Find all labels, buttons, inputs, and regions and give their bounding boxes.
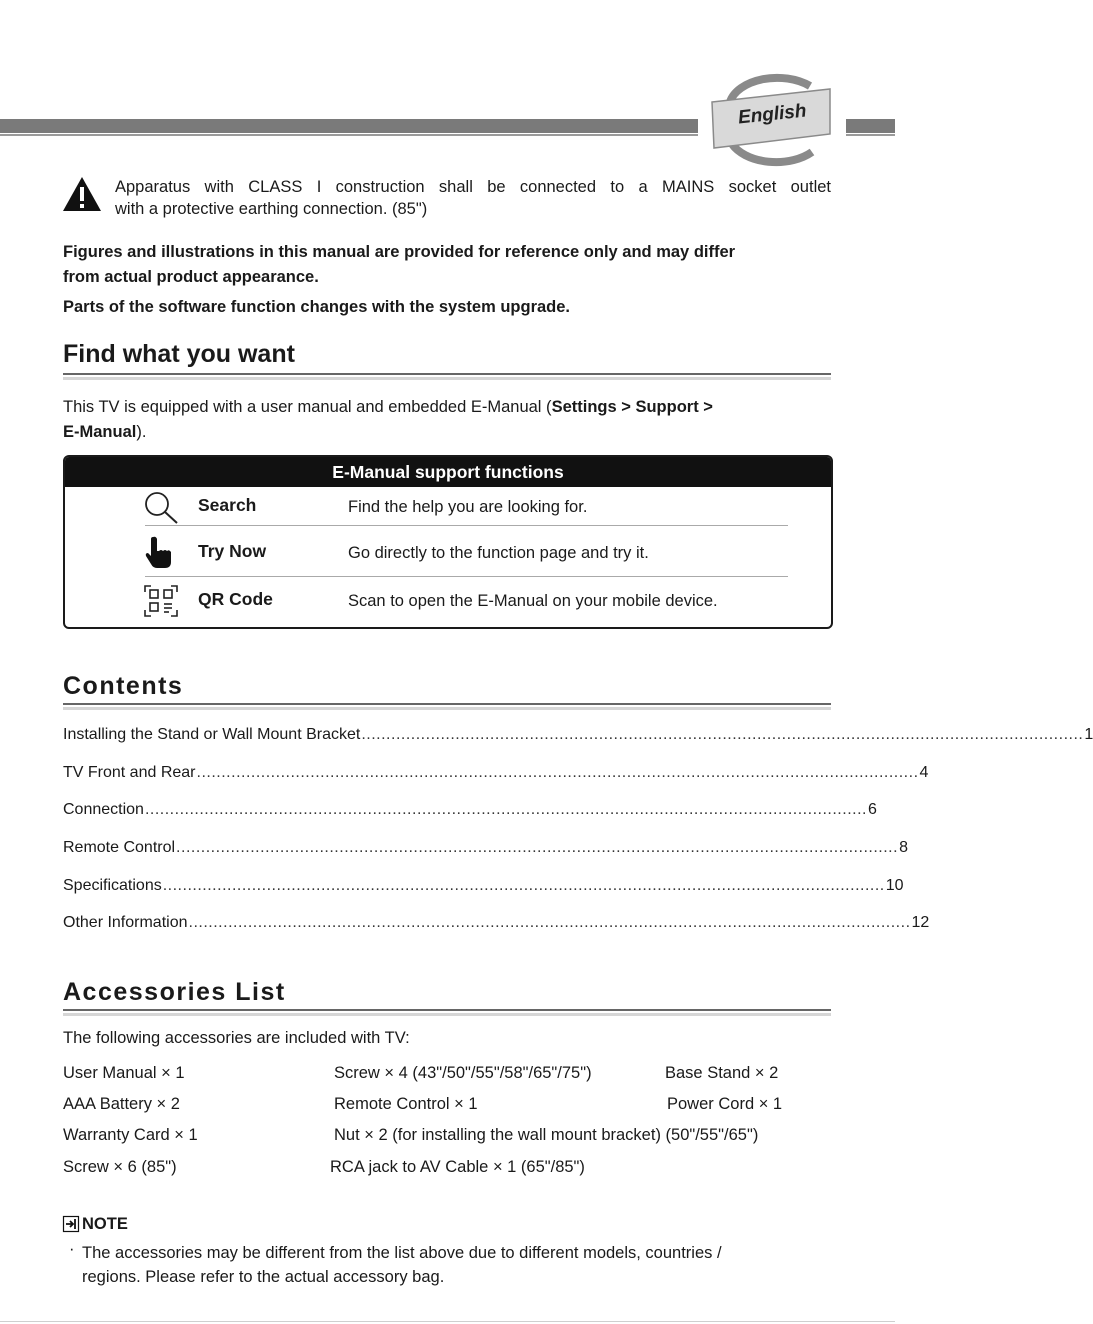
emanual-box-title: E-Manual support functions xyxy=(65,457,831,487)
toc-leader: .................................................................................................................................................. xyxy=(162,877,885,894)
search-icon xyxy=(143,490,179,524)
page-bottom-edge xyxy=(0,1321,895,1322)
header-bar-left xyxy=(0,119,698,133)
toc-leader: .................................................................................................................................................. xyxy=(176,839,899,856)
toc-item[interactable] xyxy=(63,801,877,819)
accessory-item: Base Stand × 2 xyxy=(665,1064,779,1082)
toc-leader: .................................................................................................................................................. xyxy=(361,726,1084,743)
find-intro-close: ). xyxy=(136,423,147,441)
warning-icon xyxy=(62,176,102,212)
emanual-functions-box xyxy=(63,455,833,629)
note-title: NOTE xyxy=(82,1215,128,1233)
toc-leader: .................................................................................................................................................. xyxy=(188,914,911,931)
try-now-function-name: Try Now xyxy=(198,541,267,561)
qr-code-icon xyxy=(143,584,179,618)
disclaimer-line3: Parts of the software function changes with the system upgrade. xyxy=(63,298,571,316)
toc-item[interactable] xyxy=(63,914,930,932)
row-divider xyxy=(145,525,788,526)
accessories-rule xyxy=(63,1009,831,1011)
qr-code-function-name: QR Code xyxy=(198,589,273,609)
toc-item-page: 8 xyxy=(899,839,908,856)
accessories-title: Accessories List xyxy=(63,978,286,1006)
find-intro-path-end: E-Manual xyxy=(63,423,137,441)
warning-text-line2: with a protective earthing connection. (85") xyxy=(115,200,428,218)
toc-item-page: 4 xyxy=(919,764,929,781)
toc-item-label: TV Front and Rear xyxy=(63,764,196,781)
contents-rule xyxy=(63,703,831,705)
accessories-intro: The following accessories are included with TV: xyxy=(63,1029,410,1047)
toc-item-label: Remote Control xyxy=(63,839,176,856)
find-intro-line2 xyxy=(63,420,146,445)
contents-title: Contents xyxy=(63,672,184,700)
toc-item-page: 1 xyxy=(1084,726,1093,743)
accessory-item: Warranty Card × 1 xyxy=(63,1126,198,1144)
accessories-rule-shadow xyxy=(63,1013,831,1016)
header-bar-left-rule xyxy=(0,134,698,136)
note-line1: The accessories may be different from the list above due to different models, countries / xyxy=(82,1244,722,1262)
try-now-function-desc: Go directly to the function page and try it. xyxy=(348,544,649,562)
toc-item-page: 10 xyxy=(885,877,904,894)
disclaimer-line2: from actual product appearance. xyxy=(63,268,319,286)
accessory-item: Nut × 2 (for installing the wall mount bracket) (50"/55"/65") xyxy=(334,1126,759,1144)
toc-item[interactable] xyxy=(63,764,929,782)
accessory-item: Screw × 6 (85") xyxy=(63,1158,177,1176)
toc-item-label: Other Information xyxy=(63,914,188,931)
hand-pointer-icon xyxy=(143,535,179,569)
warning-text-line1: Apparatus with CLASS I construction shall be connected to a MAINS socket outlet xyxy=(115,178,831,196)
accessory-item: AAA Battery × 2 xyxy=(63,1095,180,1113)
toc-item-label: Installing the Stand or Wall Mount Bracket xyxy=(63,726,361,743)
accessory-item: User Manual × 1 xyxy=(63,1064,185,1082)
header-bar-right xyxy=(846,119,895,133)
toc-item[interactable] xyxy=(63,839,908,857)
find-intro-path: Settings > Support > xyxy=(551,398,713,416)
find-intro-line1 xyxy=(63,395,831,420)
accessory-item: RCA jack to AV Cable × 1 (65"/85") xyxy=(330,1158,585,1176)
toc-leader: .................................................................................................................................................. xyxy=(196,764,919,781)
toc-leader: .................................................................................................................................................. xyxy=(144,801,867,818)
qr-code-function-desc: Scan to open the E-Manual on your mobile device. xyxy=(348,592,718,610)
search-function-desc: Find the help you are looking for. xyxy=(348,498,588,516)
find-rule-shadow xyxy=(63,377,831,380)
language-badge: English xyxy=(737,100,808,129)
search-function-name: Search xyxy=(198,495,257,515)
find-intro-text: This TV is equipped with a user manual and embedded E-Manual ( xyxy=(63,398,552,416)
header-bar-right-rule xyxy=(846,134,895,136)
find-rule xyxy=(63,373,831,375)
toc-item-label: Specifications xyxy=(63,877,162,894)
contents-rule-shadow xyxy=(63,707,831,710)
accessory-item: Power Cord × 1 xyxy=(667,1095,783,1113)
toc-item[interactable] xyxy=(63,877,904,895)
toc-item-label: Connection xyxy=(63,801,144,818)
toc-item-page: 12 xyxy=(911,914,930,931)
note-line2: regions. Please refer to the actual accessory bag. xyxy=(82,1268,445,1286)
note-bullet: · xyxy=(69,1240,75,1258)
accessory-item: Screw × 4 (43"/50"/55"/58"/65"/75") xyxy=(334,1064,592,1082)
find-title: Find what you want xyxy=(63,340,295,368)
accessory-item: Remote Control × 1 xyxy=(334,1095,478,1113)
toc-item-page: 6 xyxy=(867,801,877,818)
disclaimer-line1: Figures and illustrations in this manual are provided for reference only and may differ xyxy=(63,243,736,261)
note-icon xyxy=(63,1216,79,1232)
toc-item[interactable] xyxy=(63,726,1093,744)
row-divider xyxy=(145,576,788,577)
